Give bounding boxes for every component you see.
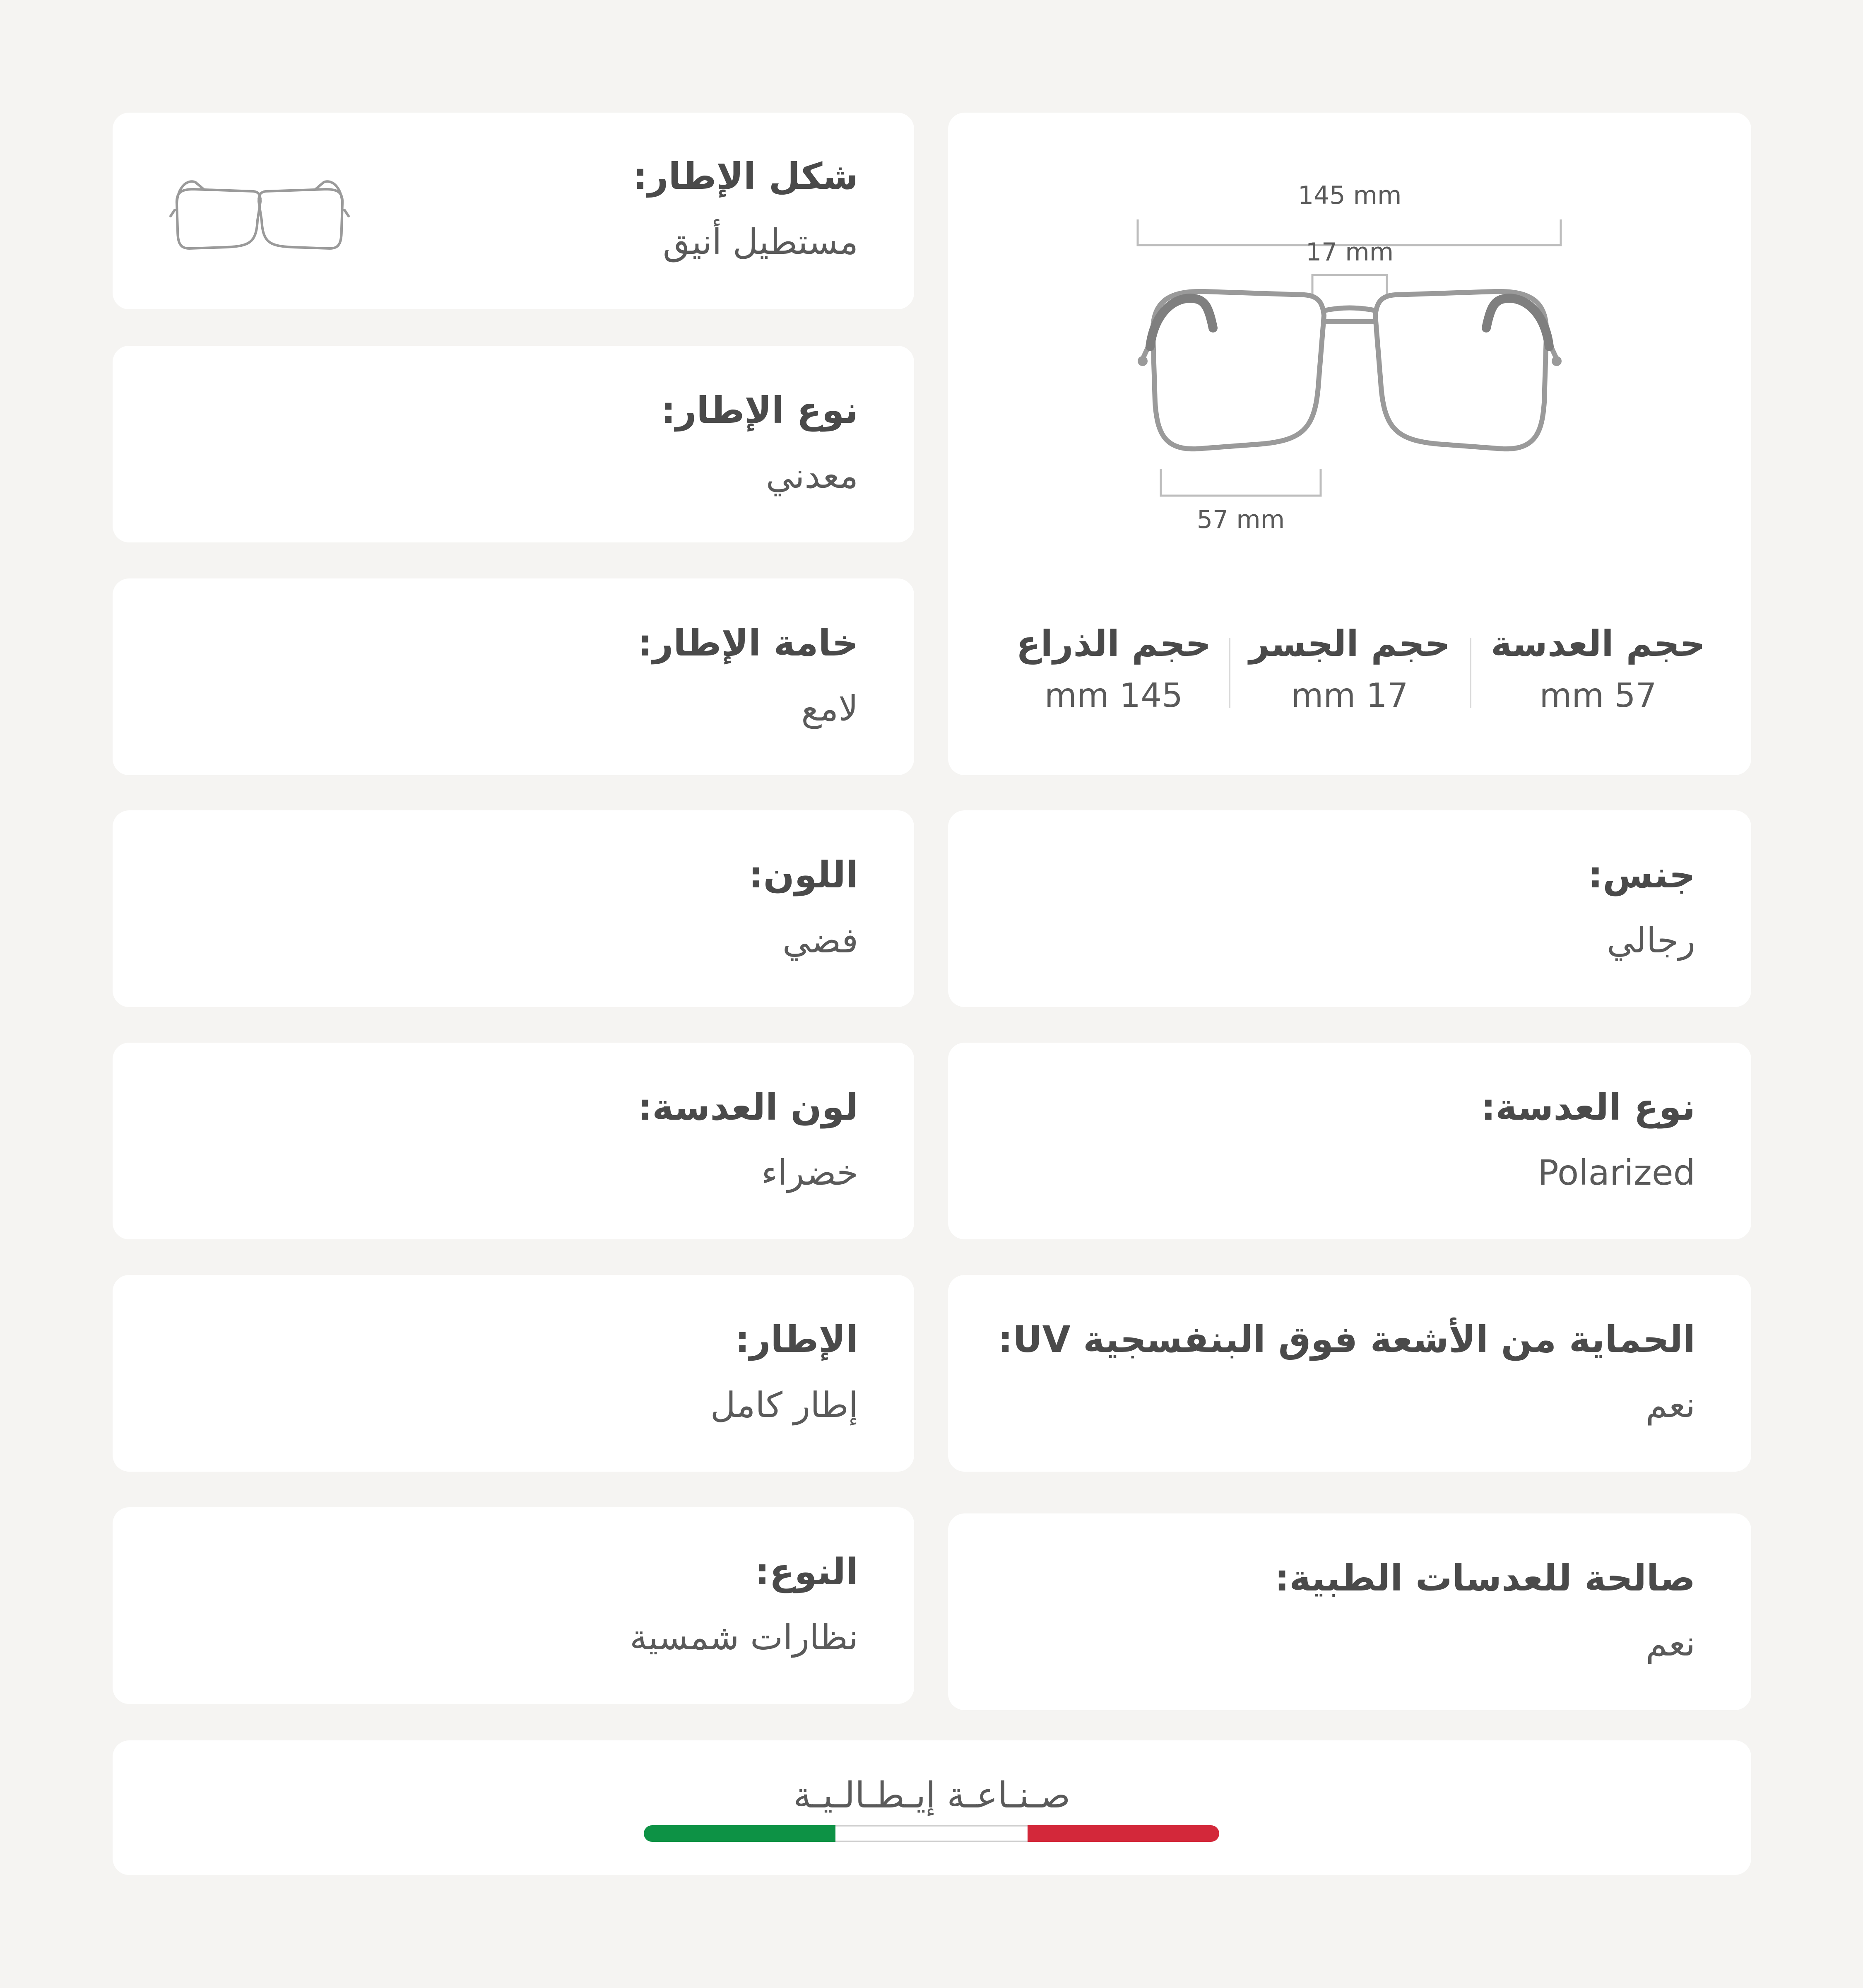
spec-value: مستطيل أنيق (663, 222, 858, 262)
bridge-size-value: 17 mm (1291, 676, 1408, 715)
spec-frame (113, 1275, 914, 1472)
spec-label: الحماية من الأشعة فوق البنفسجية UV: (998, 1318, 1695, 1361)
flag-red-stripe (1028, 1825, 1219, 1842)
spec-value: فضي (782, 920, 858, 961)
spec-value: خضراء (761, 1152, 858, 1193)
spec-value: رجالي (1607, 920, 1695, 961)
arm-size-label: حجم الذراع (1016, 623, 1211, 665)
spec-label: نوع الإطار: (661, 389, 858, 431)
spec-rx-compatible (948, 1513, 1751, 1710)
measure-divider (1229, 638, 1230, 708)
spec-value: نظارات شمسية (630, 1617, 858, 1658)
measure-divider (1470, 638, 1471, 708)
arm-size-value: 145 mm (1045, 676, 1183, 715)
bridge-size-label: حجم الجسر (1249, 623, 1451, 665)
diagram-arm-label: 145 mm (1298, 181, 1402, 210)
spec-value: لامع (801, 688, 858, 729)
spec-label: نوع العدسة: (1481, 1086, 1695, 1128)
diagram-bridge-label: 17 mm (1305, 238, 1394, 267)
spec-label: اللون: (749, 853, 858, 896)
spec-color (113, 810, 914, 1007)
spec-label: الإطار: (735, 1318, 858, 1361)
spec-label: شكل الإطار: (633, 155, 858, 198)
dimensions-card (948, 113, 1751, 775)
spec-uv-protection (948, 1275, 1751, 1472)
lens-size-measure (1490, 623, 1706, 715)
made-in-italy-card (113, 1740, 1751, 1875)
spec-frame-shape (113, 113, 914, 309)
flag-white-stripe (835, 1825, 1027, 1842)
bridge-size-measure (1242, 623, 1457, 715)
spec-value: إطار كامل (710, 1385, 858, 1425)
spec-frame-type (113, 346, 914, 542)
frame-shape-icon (164, 171, 355, 253)
spec-gender (948, 810, 1751, 1007)
diagram-lens-label: 57 mm (1196, 505, 1285, 534)
spec-label: النوع: (755, 1550, 858, 1593)
made-in-italy-text: صـنـاعـة إيـطـالـيـة (793, 1775, 1071, 1816)
arm-size-measure (1006, 623, 1221, 715)
spec-value: نعم (1646, 1385, 1695, 1425)
spec-value: نعم (1646, 1623, 1695, 1664)
spec-label: خامة الإطار: (638, 622, 858, 664)
spec-value: معدني (765, 455, 858, 496)
spec-lens-color (113, 1043, 914, 1239)
lens-size-label: حجم العدسة (1490, 623, 1706, 665)
spec-label: صالحة للعدسات الطبية: (1275, 1557, 1695, 1599)
spec-lens-type (948, 1043, 1751, 1239)
spec-label: لون العدسة: (638, 1086, 858, 1128)
spec-category (113, 1507, 914, 1704)
spec-label: جنس: (1588, 853, 1695, 896)
italian-flag-bar (644, 1825, 1219, 1842)
lens-size-value: 57 mm (1539, 676, 1657, 715)
spec-value: Polarized (1538, 1152, 1695, 1193)
spec-frame-material (113, 578, 914, 775)
flag-green-stripe (644, 1825, 835, 1842)
